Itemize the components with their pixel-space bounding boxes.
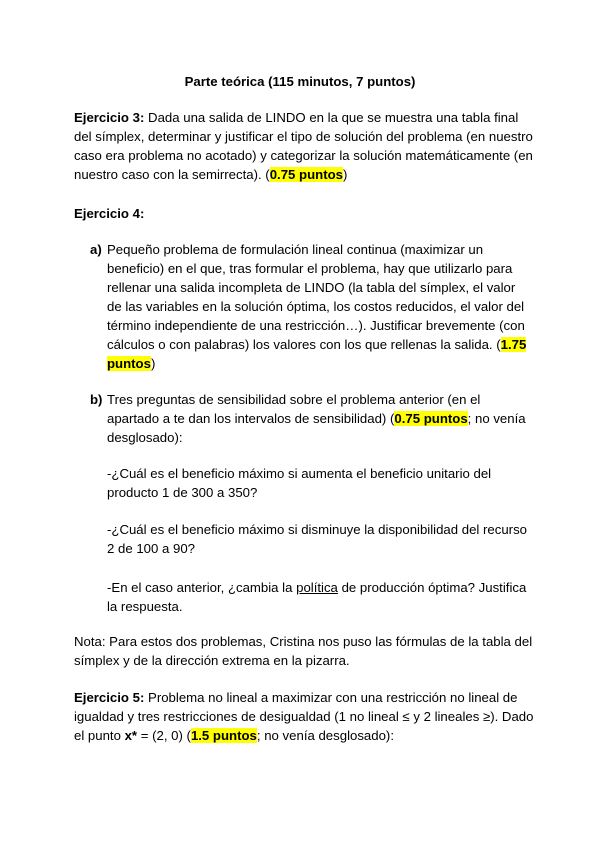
exercise-5: [74, 688, 536, 745]
item-b-label: b): [90, 392, 103, 407]
exercise-3-close: ): [342, 167, 348, 182]
exercise-4-item-b: [90, 390, 530, 447]
item-b-points: 0.75 puntos: [394, 411, 468, 426]
exercise-5-points: 1.5 puntos: [190, 728, 257, 743]
exercise-4-label: Ejercicio 4:: [74, 206, 145, 221]
exercise-5-close: ; no venía desglosado):: [256, 728, 394, 743]
item-a-body: [107, 240, 530, 373]
exercise-3-text: Dada una salida de LINDO en la que se muestra una tabla final del símplex, determinar y justificar el tipo de solución del problema (en nuestro caso era problema no acotado) y categorizar la solución matemáticamente (en nuestro caso con la semirrecta). (: [74, 110, 533, 182]
sensitivity-question-2: -¿Cuál es el beneficio máximo si disminuye la disponibilidad del recurso 2 de 100 a 90?: [107, 522, 527, 556]
exercise-3: [74, 108, 536, 184]
item-a-close: ): [150, 356, 156, 371]
sensitivity-question-1: -¿Cuál es el beneficio máximo si aumenta el beneficio unitario del producto 1 de 300 a 350?: [107, 466, 492, 500]
exercise-5-label: Ejercicio 5:: [74, 690, 145, 705]
exercise-3-label: Ejercicio 3:: [74, 110, 145, 125]
item-a-label: a): [90, 242, 102, 257]
question-3-post: de producción óptima? Justifica la respuesta.: [107, 580, 527, 614]
item-a-text: Pequeño problema de formulación lineal continua (maximizar un beneficio) en el que, tras formular el problema, hay que utilizarlo para rellenar una salida incompleta de LINDO (la tabla del símplex, el valor de las variables en la solución óptima, los costos reducidos, el valor del término independiente de una restricción…). Justificar brevemente (con cálculos o con palabras) los valores con los que rellenas la salida. (: [107, 242, 525, 352]
exercise-4-item-a: [90, 240, 530, 373]
exercise-5-point-label: x*: [124, 728, 138, 743]
item-b-close: ; no venía desglosado):: [107, 411, 526, 445]
question-3-underlined-word: política: [296, 580, 338, 595]
item-a-points: 1.75 puntos: [107, 337, 527, 371]
item-b-text: Tres preguntas de sensibilidad sobre el problema anterior (en el apartado a te dan los intervalos de sensibilidad) (: [107, 392, 481, 426]
item-b-body: [107, 390, 530, 447]
page-title: Parte teórica (115 minutos, 7 puntos): [184, 74, 416, 89]
exercise-5-point-value: = (2, 0) (: [137, 728, 191, 743]
note-paragraph: Nota: Para estos dos problemas, Cristina nos puso las fórmulas de la tabla del símplex y de la dirección extrema en la pizarra.: [74, 634, 533, 668]
exercise-5-text: Problema no lineal a maximizar con una restricción no lineal de igualdad y tres restricciones de desigualdad (1 no lineal ≤ y 2 lineales ≥). Dado el punto: [74, 690, 534, 743]
exercise-3-points: 0.75 puntos: [269, 167, 343, 182]
question-3-pre: -En el caso anterior, ¿cambia la: [107, 580, 297, 595]
sensitivity-question-3: [107, 578, 532, 616]
exercise-4-heading: [74, 204, 536, 223]
